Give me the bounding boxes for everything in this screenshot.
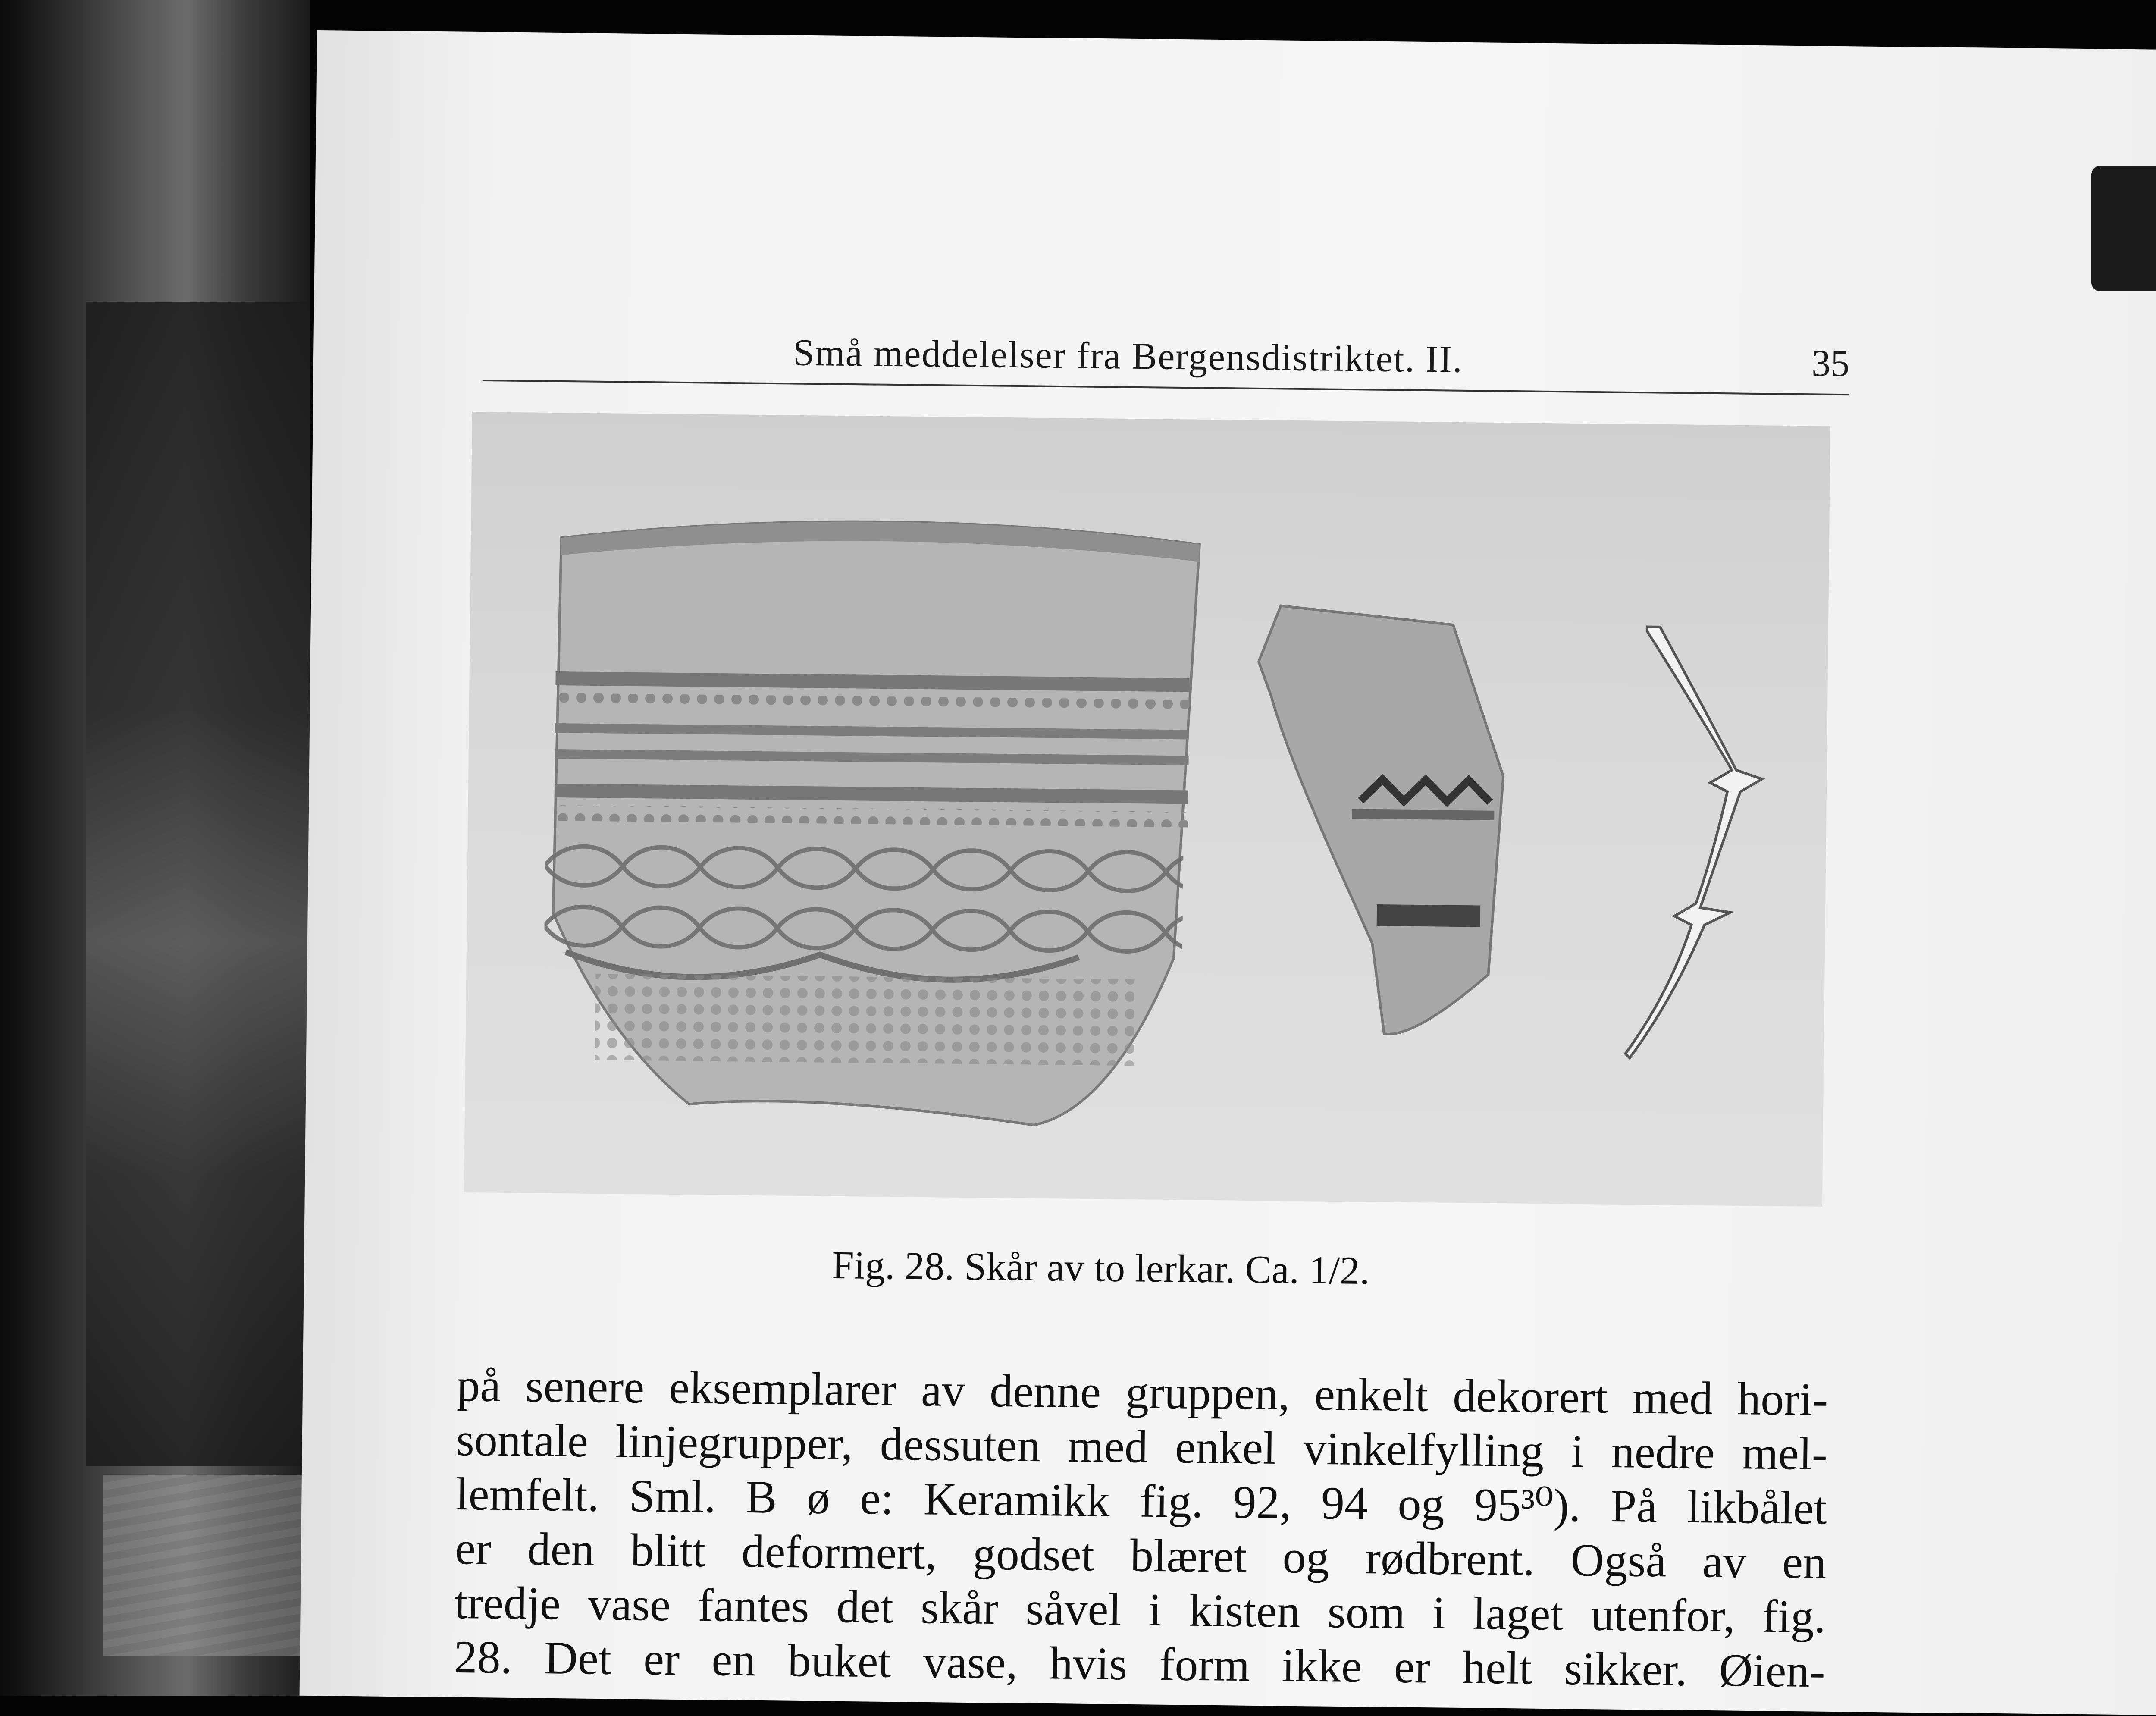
facing-page-caption <box>103 1475 302 1656</box>
pottery-illustration <box>464 412 1830 1207</box>
decorated-vessel <box>542 518 1200 1127</box>
body-line: tredje vase fantes det skår såvel i kisten som i laget utenfor, fig. <box>454 1577 1826 1643</box>
pottery-sherd <box>1255 605 1505 1035</box>
vessel-profile-drawing <box>1625 627 1763 1059</box>
facing-page <box>0 0 310 1696</box>
body-line: 28. Det er en buket vase, hvis form ikke er helt sikker. Øien- <box>454 1631 1826 1697</box>
body-line: er den blitt deformert, godset blæret og rødbrent. Også av en <box>454 1522 1827 1589</box>
page-number: 35 <box>1811 342 1850 385</box>
body-line: lemfelt. Sml. B ø e: Keramikk fig. 92, 94 og 95³⁰). På likbålet <box>455 1468 1827 1534</box>
body-paragraph <box>454 1358 1828 1699</box>
figure-28-photograph <box>464 412 1830 1207</box>
facing-page-photograph <box>86 302 310 1466</box>
bookmark-tab <box>2091 166 2156 291</box>
body-line: på senere eksemplarer av denne gruppen, enkelt dekorert med hori- <box>456 1359 1828 1426</box>
figure-caption: Fig. 28. Skår av to lerkar. Ca. 1/2. <box>831 1243 1370 1293</box>
running-head: Små meddelelser fra Bergensdistriktet. II. <box>793 332 1463 381</box>
body-line: sontale linjegrupper, dessuten med enkel vinkelfylling i nedre mel- <box>456 1414 1828 1480</box>
